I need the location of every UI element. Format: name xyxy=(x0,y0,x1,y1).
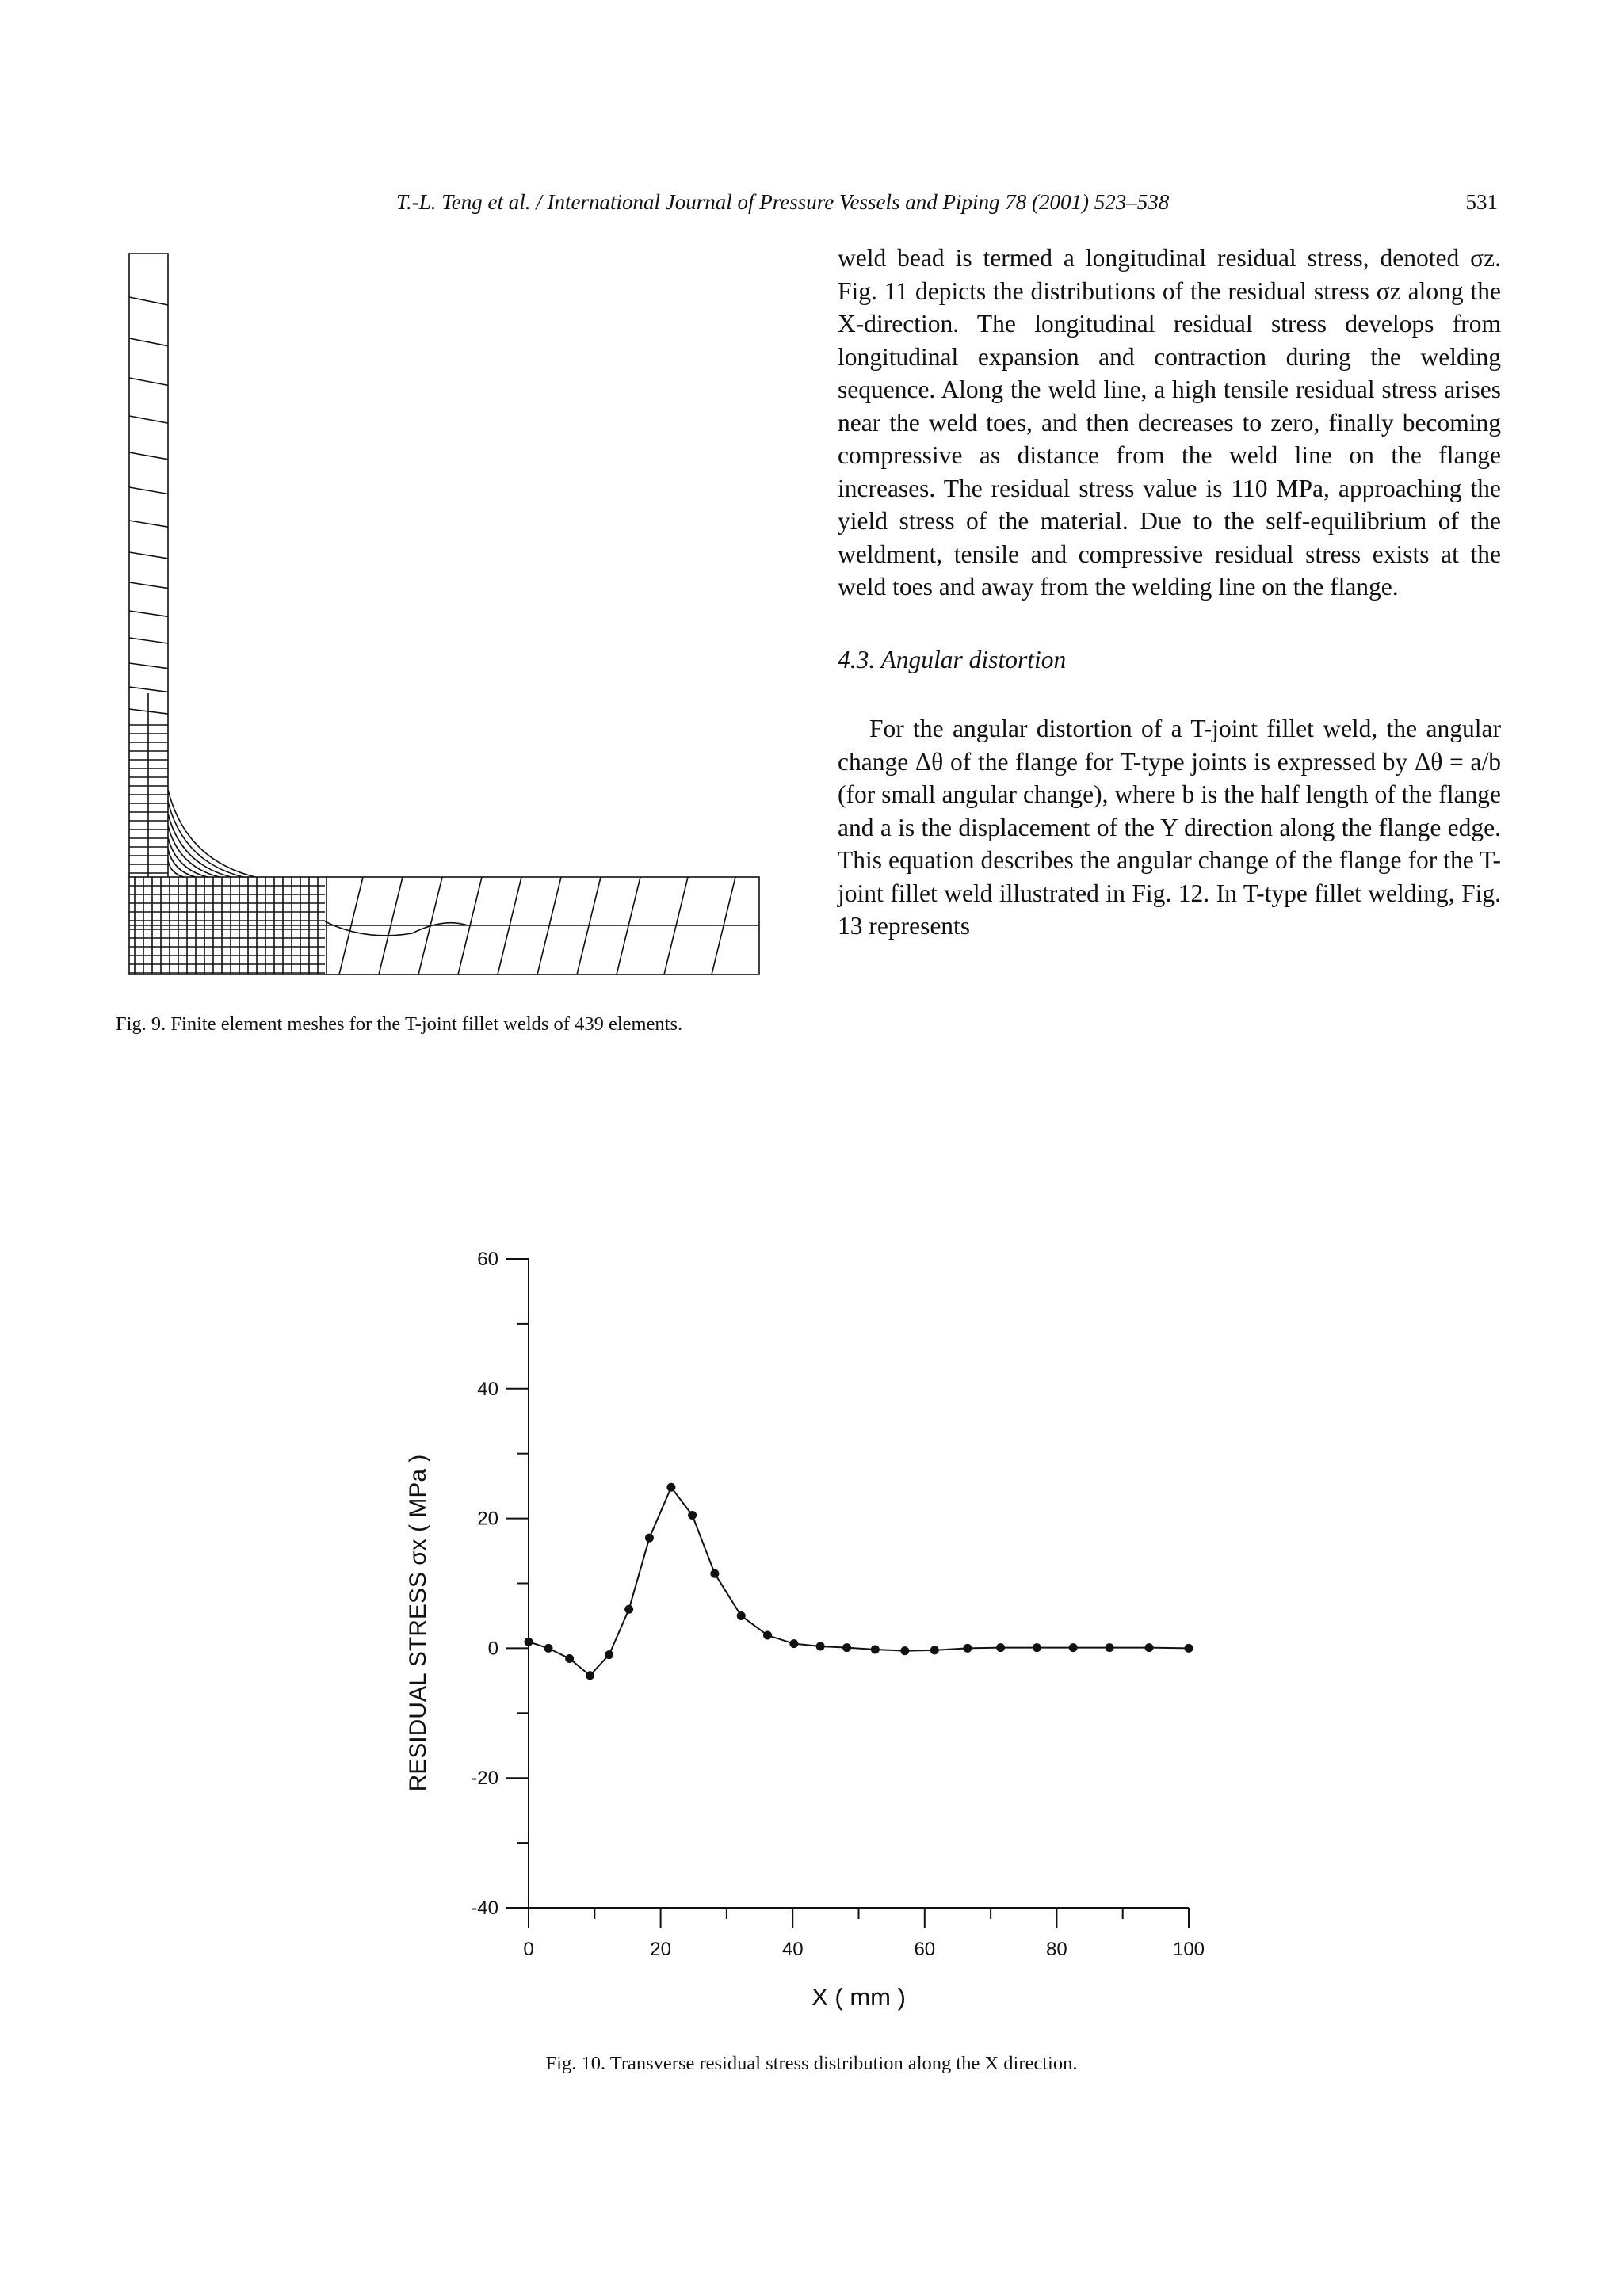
axes xyxy=(506,1259,1189,1928)
paragraph: weld bead is termed a longitudinal residual stress, denoted σz. Fig. 11 depicts the distributions of the residual stress σz along the X-direction. The longitudinal residual stress develops from longitudinal expansion and contraction during the welding sequence. Along the weld line, a high tensile residual stress arises near the weld toes, and then decreases to zero, finally becoming compressive as distance from the weld line on the flange increases. The residual stress value is 110 MPa, approaching the yield stress of the material. Due to the self-equilibrium of the weldment, tensile and compressive residual stress exists at the weld toes and away from the welding line on the flange. xyxy=(838,244,1501,601)
x-tick-label: 40 xyxy=(781,1939,804,1960)
web-element-line xyxy=(129,452,168,460)
data-point xyxy=(996,1643,1005,1652)
data-point xyxy=(1106,1643,1114,1652)
data-point xyxy=(688,1511,697,1520)
y-tick-label: 0 xyxy=(487,1638,498,1660)
x-tick-label: 100 xyxy=(1172,1939,1205,1960)
figure-9-caption: Fig. 9. Finite element meshes for the T-joint fillet welds of 439 elements. xyxy=(116,1013,683,1035)
data-point xyxy=(605,1650,613,1659)
y-tick-label: 20 xyxy=(477,1508,498,1530)
x-axis-label: X ( mm ) xyxy=(812,1983,906,2011)
x-tick-label: 80 xyxy=(1046,1939,1067,1960)
web-element-line xyxy=(129,687,168,692)
web-element-line xyxy=(129,611,168,616)
data-point xyxy=(900,1646,909,1655)
data-point xyxy=(544,1644,552,1653)
y-tick-label: -20 xyxy=(471,1768,498,1790)
web-element-line xyxy=(129,638,168,643)
data-point xyxy=(930,1646,939,1654)
data-point xyxy=(645,1534,654,1543)
web-element-line xyxy=(129,521,168,527)
data-point xyxy=(737,1611,746,1620)
web-element-line xyxy=(129,487,168,494)
data-point xyxy=(586,1671,594,1680)
section-heading: 4.3. Angular distortion xyxy=(838,645,1067,673)
data-point xyxy=(842,1643,851,1652)
paragraph: For the angular distortion of a T-joint fillet weld, the angular change Δθ of the flange for T-type joints is expressed by Δθ = a/b (for small angular change), where b is the half length of the flange and a is the displacement of the Y direction along the flange edge. This equation describes the angular change of the flange for the T-joint fillet weld illustrated in Fig. 12. In T-type fillet welding, Fig. 13 represents xyxy=(838,715,1501,940)
data-point xyxy=(525,1638,533,1646)
series-line xyxy=(529,1487,1189,1676)
weld-arc xyxy=(168,802,243,877)
web-element-line xyxy=(129,663,168,669)
page-number: 531 xyxy=(1465,190,1498,214)
web-element-line xyxy=(129,338,168,346)
x-tick-label: 0 xyxy=(523,1939,534,1960)
web-element-line xyxy=(129,552,168,559)
data-point xyxy=(624,1605,633,1614)
data-point xyxy=(871,1646,880,1654)
web-element-line xyxy=(129,416,168,423)
running-title: T.-L. Teng et al. / International Journal of Pressure Vessels and Piping 78 (2001) 523–538 xyxy=(396,190,1170,214)
web-element-line xyxy=(129,378,168,385)
y-tick-label: 60 xyxy=(477,1249,498,1270)
fe-mesh-figure xyxy=(127,250,761,978)
data-point xyxy=(1185,1644,1193,1653)
figure-10-caption: Fig. 10. Transverse residual stress distribution along the X direction. xyxy=(545,2053,1078,2074)
weld-arc xyxy=(168,826,220,877)
data-point xyxy=(666,1483,675,1492)
data-point xyxy=(1145,1643,1154,1652)
running-header xyxy=(396,190,1553,222)
data-point xyxy=(789,1639,798,1648)
x-tick-label: 20 xyxy=(650,1939,671,1960)
x-tick-label: 60 xyxy=(914,1939,936,1960)
transition-curve xyxy=(325,921,468,936)
data-point xyxy=(963,1644,972,1653)
web-element-line xyxy=(129,297,168,305)
data-point xyxy=(816,1642,825,1650)
data-point xyxy=(710,1569,719,1578)
mesh-lines xyxy=(129,254,759,974)
web-element-line xyxy=(129,582,168,589)
data-point xyxy=(1069,1643,1078,1652)
body-text-column xyxy=(838,242,1501,943)
data-point xyxy=(1033,1643,1041,1652)
residual-stress-chart xyxy=(380,1220,1252,2028)
y-axis-label: RESIDUAL STRESS σx ( MPa ) xyxy=(405,1454,431,1792)
y-tick-label: 40 xyxy=(477,1378,498,1400)
data-point xyxy=(565,1654,574,1663)
data-point xyxy=(763,1631,772,1640)
y-tick-label: -40 xyxy=(471,1897,498,1919)
